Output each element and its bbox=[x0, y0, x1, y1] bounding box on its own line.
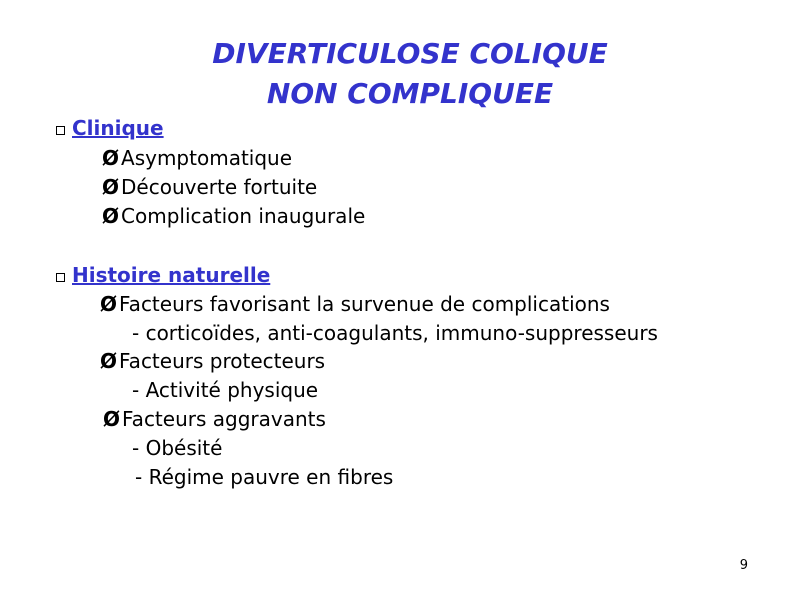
square-bullet-icon bbox=[56, 126, 65, 135]
page-number: 9 bbox=[739, 558, 748, 573]
title-line-2: NON COMPLIQUEE bbox=[266, 77, 554, 110]
title-line-1: DIVERTICULOSE COLIQUE bbox=[212, 37, 608, 70]
arrow-icon: Ø bbox=[102, 146, 120, 170]
list-item: Ø Facteurs protecteurs bbox=[100, 349, 326, 373]
square-bullet-icon bbox=[56, 273, 65, 282]
list-subitem: - Régime pauvre en fibres bbox=[135, 465, 394, 489]
arrow-icon: Ø bbox=[102, 175, 120, 199]
list-item: Ø Asymptomatique bbox=[102, 146, 293, 170]
list-item: Ø Découverte fortuite bbox=[102, 175, 318, 199]
list-item: Ø Facteurs favorisant la survenue de complications bbox=[100, 292, 610, 316]
list-subitem: - Obésité bbox=[132, 436, 223, 460]
arrow-icon: Ø bbox=[103, 407, 121, 431]
list-subitem: - Activité physique bbox=[132, 378, 319, 402]
arrow-icon: Ø bbox=[100, 292, 118, 316]
section-heading-histoire-naturelle: Histoire naturelle bbox=[72, 263, 271, 287]
section-heading-clinique: Clinique bbox=[72, 116, 164, 140]
arrow-icon: Ø bbox=[100, 349, 118, 373]
list-subitem: - corticoïdes, anti-coagulants, immuno-suppresseurs bbox=[132, 321, 658, 345]
list-item: Ø Facteurs aggravants bbox=[103, 407, 326, 431]
list-item: Ø Complication inaugurale bbox=[102, 204, 366, 228]
arrow-icon: Ø bbox=[102, 204, 120, 228]
